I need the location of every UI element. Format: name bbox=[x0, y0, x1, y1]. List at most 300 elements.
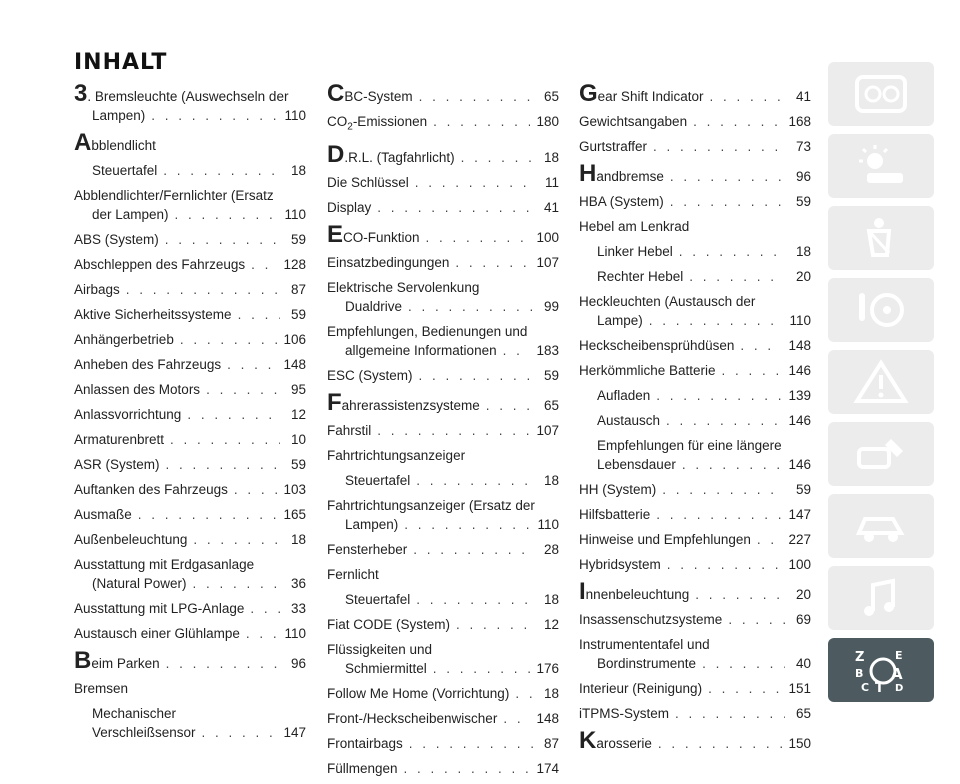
entry-text: HBA (System) bbox=[579, 194, 664, 209]
page-number: 59 bbox=[795, 482, 811, 497]
page-number: 96 bbox=[290, 656, 306, 671]
entry-text-continued: Bordinstrumente bbox=[597, 656, 697, 671]
leader-dots bbox=[170, 430, 280, 449]
entry-text: Empfehlungen für eine längere bbox=[597, 438, 782, 453]
entry-text: Austausch einer Glühlampe bbox=[74, 626, 240, 641]
index-entry[interactable] bbox=[327, 140, 559, 168]
index-letter-initial: F bbox=[327, 388, 342, 416]
index-entry[interactable] bbox=[74, 555, 306, 593]
index-entry[interactable] bbox=[327, 253, 559, 272]
page-number: 18 bbox=[795, 244, 811, 259]
entry-text: Anhängerbetrieb bbox=[74, 332, 174, 347]
entry-text: Anheben des Fahrzeugs bbox=[74, 357, 222, 372]
entry-text: Linker Hebel bbox=[597, 244, 673, 259]
car-dashboard-icon bbox=[851, 71, 911, 117]
leader-dots bbox=[409, 734, 533, 753]
chapter-tab-multimedia[interactable] bbox=[828, 566, 934, 630]
index-entry[interactable] bbox=[74, 255, 306, 274]
index-entry[interactable] bbox=[74, 280, 306, 299]
leader-dots bbox=[658, 734, 783, 753]
page-number: 110 bbox=[537, 516, 559, 532]
entry-text: Follow Me Home (Vorrichtung) bbox=[327, 685, 510, 701]
index-entry[interactable] bbox=[579, 361, 811, 380]
entry-text: Fahrtrichtungsanzeiger bbox=[327, 447, 466, 463]
page-number: 147 bbox=[788, 507, 811, 522]
leader-dots bbox=[377, 198, 533, 217]
entry-text: ABS (System) bbox=[74, 232, 159, 247]
page-number: 69 bbox=[795, 612, 811, 627]
page-number: 183 bbox=[536, 342, 559, 358]
leader-dots bbox=[166, 654, 280, 673]
index-letter: Z bbox=[855, 650, 865, 665]
car-specs-icon bbox=[851, 503, 911, 549]
key-steering-icon bbox=[851, 287, 911, 333]
leader-dots bbox=[503, 341, 531, 360]
entry-text: bblendlicht bbox=[91, 138, 156, 153]
index-entry[interactable] bbox=[74, 355, 306, 374]
leader-dots bbox=[461, 148, 533, 167]
leader-dots bbox=[206, 380, 280, 399]
index-entry[interactable] bbox=[327, 684, 559, 703]
index-letter-initial: C bbox=[327, 80, 345, 107]
entry-text: Fahrtrichtungsanzeiger (Ersatz der bbox=[327, 497, 535, 513]
index-entry[interactable] bbox=[74, 305, 306, 324]
index-entry[interactable] bbox=[579, 267, 811, 286]
entry-text: Front-/Heckscheibenwischer bbox=[327, 710, 498, 726]
entry-text: Insassenschutzsysteme bbox=[579, 612, 723, 627]
index-entry[interactable] bbox=[74, 380, 306, 399]
page-number: 103 bbox=[283, 482, 306, 497]
index-entry[interactable] bbox=[327, 640, 559, 678]
leader-dots bbox=[180, 330, 278, 349]
index-entry[interactable] bbox=[74, 624, 306, 643]
leader-dots bbox=[163, 161, 280, 180]
entry-text: Die Schlüssel bbox=[327, 174, 409, 190]
page-number: 12 bbox=[543, 616, 559, 632]
page-number: 148 bbox=[536, 710, 559, 726]
leader-dots bbox=[238, 305, 280, 324]
leader-dots bbox=[250, 599, 280, 618]
entry-text: Abblendlichter/Fernlichter (Ersatz bbox=[74, 188, 274, 203]
index-entry[interactable] bbox=[579, 112, 811, 131]
entry-text: Auftanken des Fahrzeugs bbox=[74, 482, 228, 497]
leader-dots bbox=[234, 480, 278, 499]
index-letter: C bbox=[861, 681, 870, 693]
index-entry[interactable] bbox=[74, 679, 306, 698]
entry-text: Airbags bbox=[74, 282, 120, 297]
entry-text: Instrumententafel und bbox=[579, 637, 710, 652]
entry-text: Ausmaße bbox=[74, 507, 132, 522]
page-number: 174 bbox=[536, 760, 559, 776]
chapter-tab-specs[interactable] bbox=[828, 494, 934, 558]
page-number: 150 bbox=[788, 736, 811, 751]
index-entry[interactable] bbox=[327, 759, 559, 778]
leader-dots bbox=[708, 679, 782, 698]
entry-text: andbremse bbox=[596, 169, 664, 184]
index-letter-initial: D bbox=[327, 140, 345, 168]
entry-text-continued: Lebensdauer bbox=[597, 457, 676, 472]
page-number: 18 bbox=[290, 532, 306, 547]
leader-dots bbox=[675, 704, 785, 723]
chapter-tab-lights[interactable] bbox=[828, 134, 934, 198]
index-entry[interactable] bbox=[579, 436, 811, 474]
entry-text: Rechter Hebel bbox=[597, 269, 684, 284]
page-number: 95 bbox=[290, 382, 306, 397]
leader-dots bbox=[415, 173, 533, 192]
index-entry[interactable] bbox=[74, 405, 306, 424]
index-entry[interactable] bbox=[579, 292, 811, 330]
index-entry[interactable] bbox=[579, 336, 811, 355]
entry-text: Heckscheibensprühdüsen bbox=[579, 338, 735, 353]
leader-dots bbox=[251, 255, 277, 274]
leader-dots bbox=[433, 659, 531, 678]
index-entry[interactable] bbox=[74, 455, 306, 474]
index-letter-initial: G bbox=[579, 80, 598, 107]
index-entry[interactable] bbox=[74, 530, 306, 549]
page-number: 180 bbox=[536, 114, 559, 129]
page-number: 139 bbox=[788, 388, 811, 403]
index-letters-icon bbox=[851, 647, 911, 693]
entry-text-continued: der Lampen) bbox=[92, 207, 169, 222]
page-number: 18 bbox=[290, 163, 306, 178]
index-entry[interactable] bbox=[579, 727, 811, 754]
page-number: 87 bbox=[290, 282, 306, 297]
leader-dots bbox=[404, 759, 531, 778]
index-entry[interactable] bbox=[74, 599, 306, 618]
entry-text-continued: (Natural Power) bbox=[92, 576, 187, 591]
page-number: 146 bbox=[788, 363, 811, 378]
leader-dots bbox=[419, 87, 533, 106]
page-number: 107 bbox=[536, 254, 559, 270]
index-entry[interactable] bbox=[74, 430, 306, 449]
page-number: 148 bbox=[788, 338, 811, 353]
leader-dots bbox=[656, 386, 782, 405]
page-number: 10 bbox=[290, 432, 306, 447]
leader-dots bbox=[151, 106, 278, 125]
page-number: 176 bbox=[536, 660, 559, 676]
entry-text: Gewichtsangaben bbox=[579, 114, 688, 129]
page-number: 59 bbox=[290, 307, 306, 322]
index-entry[interactable] bbox=[327, 388, 559, 416]
entry-text: Ausstattung mit LPG-Anlage bbox=[74, 601, 245, 616]
entry-text: Hebel am Lenkrad bbox=[579, 219, 690, 234]
chapter-sidebar bbox=[828, 62, 940, 710]
page-number: 227 bbox=[788, 532, 811, 547]
page-number: 28 bbox=[543, 541, 559, 557]
index-entry[interactable] bbox=[74, 230, 306, 249]
entry-text: Aufladen bbox=[597, 388, 651, 403]
index-letter-initial: 3 bbox=[74, 80, 88, 107]
index-entry[interactable] bbox=[327, 709, 559, 728]
entry-text: Frontairbags bbox=[327, 735, 403, 751]
page-title: INHALT bbox=[74, 50, 168, 75]
index-letter-initial: K bbox=[579, 727, 597, 754]
index-entry[interactable] bbox=[327, 322, 559, 360]
entry-text: ESC (System) bbox=[327, 367, 413, 383]
page-number: 12 bbox=[290, 407, 306, 422]
leader-dots bbox=[377, 421, 530, 440]
entry-text: Ausstattung mit Erdgasanlage bbox=[74, 557, 255, 572]
page-number: 18 bbox=[543, 472, 559, 488]
page-number: 41 bbox=[795, 89, 811, 104]
leader-dots bbox=[656, 505, 782, 524]
entry-text: Mechanischer bbox=[92, 706, 177, 721]
entry-text-continued: Lampen) bbox=[92, 108, 146, 123]
entry-text: CO-Funktion bbox=[343, 229, 420, 245]
leader-dots bbox=[175, 205, 279, 224]
entry-text: ear Shift Indicator bbox=[597, 89, 704, 104]
index-entry[interactable] bbox=[327, 220, 559, 248]
leader-dots bbox=[165, 230, 280, 249]
entry-text-continued: Schmiermittel bbox=[345, 660, 427, 676]
index-entry[interactable] bbox=[327, 446, 559, 465]
leader-dots bbox=[679, 242, 785, 261]
leader-dots bbox=[728, 610, 785, 629]
leader-dots bbox=[702, 654, 785, 673]
entry-text: Bremsen bbox=[74, 681, 129, 696]
index-entry[interactable] bbox=[579, 192, 811, 211]
page-number: 59 bbox=[290, 232, 306, 247]
page-number: 59 bbox=[290, 457, 306, 472]
index-letter-initial: I bbox=[579, 578, 586, 605]
page-number: 110 bbox=[284, 626, 306, 641]
entry-text: iTPMS-System bbox=[579, 706, 670, 721]
entry-text: arosserie bbox=[596, 736, 652, 751]
index-letter-initial: A bbox=[74, 129, 92, 156]
index-entry[interactable] bbox=[579, 505, 811, 524]
index-entry[interactable] bbox=[74, 704, 306, 742]
page-number: 168 bbox=[788, 114, 811, 129]
index-column-2 bbox=[327, 80, 559, 784]
index-entry[interactable] bbox=[74, 480, 306, 499]
page-number: 65 bbox=[543, 89, 559, 104]
entry-text: Außenbeleuchtung bbox=[74, 532, 188, 547]
entry-text: nnenbeleuchtung bbox=[585, 587, 690, 602]
leader-dots bbox=[193, 530, 280, 549]
page-number: 33 bbox=[290, 601, 306, 616]
leader-dots bbox=[689, 267, 785, 286]
index-entry[interactable] bbox=[327, 112, 559, 137]
index-entry[interactable] bbox=[327, 278, 559, 316]
index-entry[interactable] bbox=[579, 137, 811, 156]
index-entry[interactable] bbox=[327, 366, 559, 385]
leader-dots bbox=[693, 112, 782, 131]
page-number: 151 bbox=[788, 681, 811, 696]
entry-text: Fensterheber bbox=[327, 541, 408, 557]
index-entry[interactable] bbox=[579, 530, 811, 549]
chapter-tab-dashboard[interactable] bbox=[828, 62, 934, 126]
index-entry[interactable] bbox=[74, 647, 306, 674]
leader-dots bbox=[408, 297, 533, 316]
index-entry[interactable] bbox=[74, 330, 306, 349]
page-number: 87 bbox=[543, 735, 559, 751]
index-entry[interactable] bbox=[579, 480, 811, 499]
leader-dots bbox=[166, 455, 280, 474]
index-letter: D bbox=[895, 683, 904, 693]
entry-text: BC-System bbox=[344, 89, 413, 104]
leader-dots bbox=[515, 684, 533, 703]
page-number: 18 bbox=[543, 685, 559, 701]
leader-dots bbox=[138, 505, 278, 524]
page-number: 165 bbox=[283, 507, 306, 522]
index-entry[interactable] bbox=[327, 80, 559, 107]
index-letter: E bbox=[895, 649, 903, 662]
index-entry[interactable] bbox=[327, 590, 559, 609]
leader-dots bbox=[404, 515, 531, 534]
page-number: 100 bbox=[536, 229, 559, 245]
leader-dots bbox=[456, 615, 533, 634]
index-entry[interactable] bbox=[74, 161, 306, 180]
page-number: 20 bbox=[795, 587, 811, 602]
entry-text: .R.L. (Tagfahrlicht) bbox=[344, 149, 455, 165]
leader-dots bbox=[413, 540, 533, 559]
index-entry[interactable] bbox=[579, 411, 811, 430]
chapter-tab-starting[interactable] bbox=[828, 278, 934, 342]
entry-text: Steuertafel bbox=[92, 163, 158, 178]
page-number: 110 bbox=[284, 108, 306, 123]
index-entry[interactable] bbox=[327, 734, 559, 753]
index-entry[interactable] bbox=[74, 186, 306, 224]
entry-text: Display bbox=[327, 199, 372, 215]
page-number: 41 bbox=[543, 199, 559, 215]
leader-dots bbox=[666, 411, 782, 430]
leader-dots bbox=[709, 87, 785, 106]
chapter-tab-index[interactable] bbox=[828, 638, 934, 702]
page-number: 96 bbox=[795, 169, 811, 184]
page-number: 65 bbox=[543, 397, 559, 413]
index-entry[interactable] bbox=[579, 610, 811, 629]
leader-dots bbox=[667, 555, 783, 574]
warning-breakdown-icon bbox=[851, 359, 911, 405]
page-number: 73 bbox=[795, 139, 811, 154]
page-number: 128 bbox=[283, 257, 306, 272]
entry-text: Armaturenbrett bbox=[74, 432, 165, 447]
entry-text: Heckleuchten (Austausch der bbox=[579, 294, 756, 309]
entry-text: Hybridsystem bbox=[579, 557, 661, 572]
index-entry[interactable] bbox=[327, 615, 559, 634]
index-entry[interactable] bbox=[327, 173, 559, 192]
seatbelt-airbag-icon bbox=[851, 215, 911, 261]
entry-text-continued: Lampen) bbox=[345, 516, 399, 532]
entry-text: Empfehlungen, Bedienungen und bbox=[327, 323, 528, 339]
index-entry[interactable] bbox=[327, 471, 559, 490]
entry-text: $CO_2$-Emissionen bbox=[327, 114, 428, 133]
index-entry[interactable] bbox=[579, 160, 811, 187]
leader-dots bbox=[649, 311, 784, 330]
entry-text: Einsatzbedingungen bbox=[327, 254, 450, 270]
leader-dots bbox=[757, 530, 783, 549]
entry-text: Anlassen des Motors bbox=[74, 382, 201, 397]
leader-dots bbox=[433, 112, 530, 131]
leader-dots bbox=[419, 366, 533, 385]
page-number: 100 bbox=[788, 557, 811, 572]
entry-text: Abschleppen des Fahrzeugs bbox=[74, 257, 246, 272]
leader-dots bbox=[682, 455, 783, 474]
leader-dots bbox=[722, 361, 783, 380]
index-letter: T bbox=[875, 681, 884, 693]
chapter-tab-emergency[interactable] bbox=[828, 350, 934, 414]
index-entry[interactable] bbox=[579, 555, 811, 574]
leader-dots bbox=[740, 336, 782, 355]
index-entry[interactable] bbox=[327, 421, 559, 440]
index-entry[interactable] bbox=[74, 129, 306, 156]
index-letter-initial: B bbox=[74, 647, 92, 674]
entry-text: Interieur (Reinigung) bbox=[579, 681, 703, 696]
index-entry[interactable] bbox=[74, 80, 306, 125]
index-entry[interactable] bbox=[579, 217, 811, 236]
leader-dots bbox=[202, 723, 278, 742]
page-number: 36 bbox=[290, 576, 306, 591]
page-number: 18 bbox=[543, 591, 559, 607]
leader-dots bbox=[670, 192, 785, 211]
entry-text: Hinweise und Empfehlungen bbox=[579, 532, 751, 547]
entry-text: Steuertafel bbox=[345, 591, 411, 607]
page-number: 146 bbox=[788, 457, 811, 472]
chapter-tab-safety[interactable] bbox=[828, 206, 934, 270]
light-settings-icon bbox=[851, 143, 911, 189]
index-entry[interactable] bbox=[579, 679, 811, 698]
page-number: 65 bbox=[795, 706, 811, 721]
index-entry[interactable] bbox=[579, 704, 811, 723]
entry-text: Elektrische Servolenkung bbox=[327, 279, 480, 295]
entry-text: eim Parken bbox=[91, 656, 160, 671]
entry-text: Fiat CODE (System) bbox=[327, 616, 451, 632]
entry-text: Hilfsbatterie bbox=[579, 507, 651, 522]
leader-dots bbox=[503, 709, 530, 728]
index-entry[interactable] bbox=[327, 540, 559, 559]
page-number: 110 bbox=[789, 313, 811, 328]
entry-text: Austausch bbox=[597, 413, 661, 428]
leader-dots bbox=[670, 167, 785, 186]
entry-text: Anlassvorrichtung bbox=[74, 407, 182, 422]
page-number: 146 bbox=[788, 413, 811, 428]
page-number: 147 bbox=[283, 725, 306, 740]
entry-text: Fahrstil bbox=[327, 422, 372, 438]
leader-dots bbox=[187, 405, 280, 424]
entry-text: Gurtstraffer bbox=[579, 139, 648, 154]
index-entry[interactable] bbox=[74, 505, 306, 524]
entry-text: Steuertafel bbox=[345, 472, 411, 488]
index-entry[interactable] bbox=[579, 80, 811, 107]
index-entry[interactable] bbox=[327, 198, 559, 217]
leader-dots bbox=[126, 280, 280, 299]
entry-text: Füllmengen bbox=[327, 760, 398, 776]
index-letter-initial: H bbox=[579, 160, 597, 187]
index-entry[interactable] bbox=[327, 565, 559, 584]
page-number: 148 bbox=[283, 357, 306, 372]
leader-dots bbox=[486, 396, 533, 415]
entry-text: Fernlicht bbox=[327, 566, 379, 582]
leader-dots bbox=[662, 480, 785, 499]
chapter-tab-maintenance[interactable] bbox=[828, 422, 934, 486]
entry-text-continued: Dualdrive bbox=[345, 298, 403, 314]
leader-dots bbox=[227, 355, 277, 374]
maintenance-tools-icon bbox=[851, 431, 911, 477]
entry-text: Aktive Sicherheitssysteme bbox=[74, 307, 232, 322]
leader-dots bbox=[416, 590, 533, 609]
leader-dots bbox=[246, 624, 279, 643]
index-entry[interactable] bbox=[579, 578, 811, 605]
entry-text: Herkömmliche Batterie bbox=[579, 363, 716, 378]
page-number: 110 bbox=[284, 207, 306, 222]
entry-text: ASR (System) bbox=[74, 457, 160, 472]
page-number: 59 bbox=[795, 194, 811, 209]
index-entry[interactable] bbox=[579, 242, 811, 261]
index-entry[interactable] bbox=[579, 386, 811, 405]
page-number: 107 bbox=[536, 422, 559, 438]
index-entry[interactable] bbox=[327, 496, 559, 534]
index-entry[interactable] bbox=[579, 635, 811, 673]
